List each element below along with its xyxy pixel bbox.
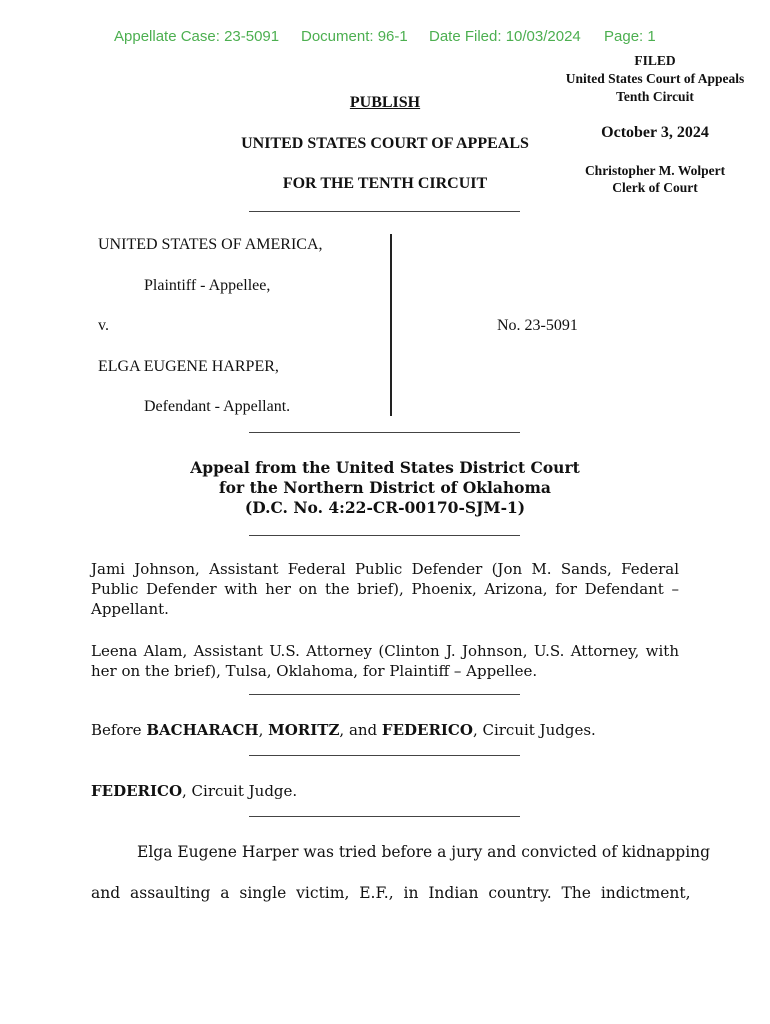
opinion-line-2: and assaulting a single victim, E.F., in Indian country. The indictment, xyxy=(91,884,691,902)
panel-sep: , xyxy=(258,721,269,739)
filed-stamp xyxy=(550,52,760,196)
opinion-line-1: Elga Eugene Harper was tried before a jury and convicted of kidnapping xyxy=(137,843,711,861)
plaintiff-role: Plaintiff - Appellee, xyxy=(144,277,271,294)
header-case: Appellate Case: 23-5091 xyxy=(114,28,280,45)
filed-court: United States Court of Appeals xyxy=(565,71,745,86)
plaintiff-name: UNITED STATES OF AMERICA, xyxy=(98,236,323,253)
court-title: UNITED STATES COURT OF APPEALS xyxy=(241,135,529,152)
counsel-defendant: Jami Johnson, Assistant Federal Public Defender (Jon M. Sands, Federal Public Defender with her on the brief), Phoenix, Arizona, for Defendant – Appellant. xyxy=(91,560,679,618)
panel-line xyxy=(91,721,679,739)
header-page: Page: 1 xyxy=(604,28,656,45)
judge-bacharach: BACHARACH xyxy=(146,721,259,739)
author-line xyxy=(91,782,679,800)
case-number: No. 23-5091 xyxy=(497,317,578,334)
counsel-plaintiff: Leena Alam, Assistant U.S. Attorney (Clinton J. Johnson, U.S. Attorney, with her on the brief), Tulsa, Oklahoma, for Plaintiff – Appellee. xyxy=(91,642,679,680)
divider xyxy=(249,694,520,695)
clerk-name: Christopher M. Wolpert xyxy=(584,163,726,178)
divider xyxy=(249,755,520,756)
divider xyxy=(249,535,520,536)
panel-sep: , and xyxy=(339,721,382,739)
divider xyxy=(249,816,520,817)
panel-suffix: , Circuit Judges. xyxy=(472,721,596,739)
document-header xyxy=(0,28,770,48)
appeal-line-3: (D.C. No. 4:22-CR-00170-SJM-1) xyxy=(244,498,526,517)
versus: v. xyxy=(98,317,109,334)
divider xyxy=(249,432,520,433)
appeal-block xyxy=(150,458,620,518)
divider xyxy=(249,211,520,212)
judge-moritz: MORITZ xyxy=(268,721,340,739)
panel-before: Before xyxy=(91,721,147,739)
header-document: Document: 96-1 xyxy=(301,28,408,45)
defendant-name: ELGA EUGENE HARPER, xyxy=(98,358,279,375)
caption-divider xyxy=(390,234,392,416)
author-name: FEDERICO xyxy=(91,782,183,800)
filed-date: October 3, 2024 xyxy=(601,124,709,141)
author-suffix: , Circuit Judge. xyxy=(182,782,298,800)
header-date-filed: Date Filed: 10/03/2024 xyxy=(429,28,581,45)
circuit-title: FOR THE TENTH CIRCUIT xyxy=(282,175,488,192)
judge-federico: FEDERICO xyxy=(381,721,473,739)
defendant-role: Defendant - Appellant. xyxy=(144,398,291,415)
appeal-line-1: Appeal from the United States District Court xyxy=(190,458,580,477)
publish-label: PUBLISH xyxy=(349,94,421,111)
appeal-line-2: for the Northern District of Oklahoma xyxy=(219,478,551,497)
filed-label: FILED xyxy=(634,53,676,68)
filed-circuit: Tenth Circuit xyxy=(616,89,694,104)
clerk-title: Clerk of Court xyxy=(612,180,698,195)
